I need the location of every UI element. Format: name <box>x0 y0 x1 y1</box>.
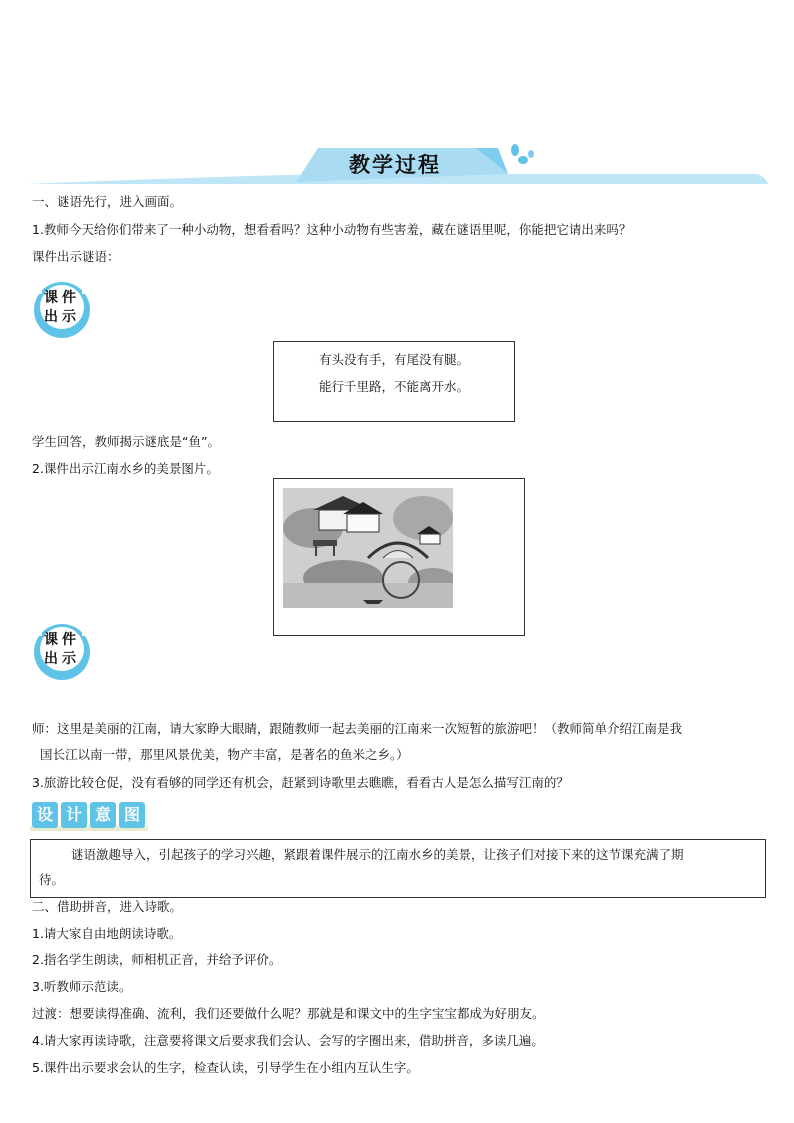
badge-line1: 课件 <box>44 632 80 648</box>
step-text: 3.旅游比较仓促，没有看够的同学还有机会，赶紧到诗歌里去瞧瞧，看看古人是怎么描写江南的？ <box>32 775 569 790</box>
design-chip: 图 <box>119 802 145 828</box>
step-text: 4.请大家再读诗歌，注意要将课文后要求我们会认、会写的字圈出来，借助拼音，多读几遍。 <box>32 1033 544 1048</box>
riddle-line-1: 有头没有手，有尾没有腿。 <box>318 352 469 367</box>
step-text: 2.指名学生朗读，师相机正音，并给予评价。 <box>32 952 282 967</box>
teacher-speech: 师：这里是美丽的江南，请大家睁大眼睛，跟随教师一起去美丽的江南来一次短暂的旅游吧！（教师简单介绍江南是我 <box>32 721 683 736</box>
step-text: 5.课件出示要求会认的生字，检查认读，引导学生在小组内互认生字。 <box>32 1060 419 1075</box>
design-intent-label <box>30 802 150 832</box>
step-text: 2.课件出示江南水乡的美景图片。 <box>32 461 219 476</box>
badge-line2: 出示 <box>44 651 80 667</box>
intent-line-1: 谜语激趣导入，引起孩子的学习兴趣，紧跟着课件展示的江南水乡的美景，让孩子们对接下来的这节课充满了期 <box>71 847 684 862</box>
badge-line2: 出示 <box>44 309 80 325</box>
design-intent-box <box>30 839 766 898</box>
step-text: 1.请大家自由地朗读诗歌。 <box>32 926 182 941</box>
image-box <box>273 478 525 636</box>
design-chip: 计 <box>61 802 87 828</box>
design-chip: 设 <box>32 802 58 828</box>
courseware-badge <box>32 280 92 340</box>
intent-line-2: 待。 <box>39 872 65 887</box>
design-chip: 意 <box>90 802 116 828</box>
section-heading: 二、借助拼音，进入诗歌。 <box>32 899 183 914</box>
transition-text: 过渡：想要读得准确、流利，我们还要做什么呢？那就是和课文中的生字宝宝都成为好朋友。 <box>32 1006 545 1021</box>
step-text: 3.听教师示范读。 <box>32 979 132 994</box>
section-heading: 一、谜语先行，进入画面。 <box>32 194 183 209</box>
jiangnan-scenery-image <box>283 488 453 608</box>
riddle-box <box>273 341 515 422</box>
page-title: 教学过程 <box>349 153 441 177</box>
courseware-badge <box>32 622 92 682</box>
badge-line1: 课件 <box>44 290 80 306</box>
riddle-intro: 课件出示谜语： <box>32 249 120 264</box>
teacher-speech-cont: 国长江以南一带，那里风景优美，物产丰富，是著名的鱼米之乡。） <box>40 747 409 762</box>
step-text: 1.教师今天给你们带来了一种小动物，想看看吗？这种小动物有些害羞，藏在谜语里呢，你能把它请出来吗？ <box>32 222 632 237</box>
riddle-answer: 学生回答，教师揭示谜底是“鱼”。 <box>32 434 220 449</box>
riddle-line-2: 能行千里路，不能离开水。 <box>318 379 469 394</box>
